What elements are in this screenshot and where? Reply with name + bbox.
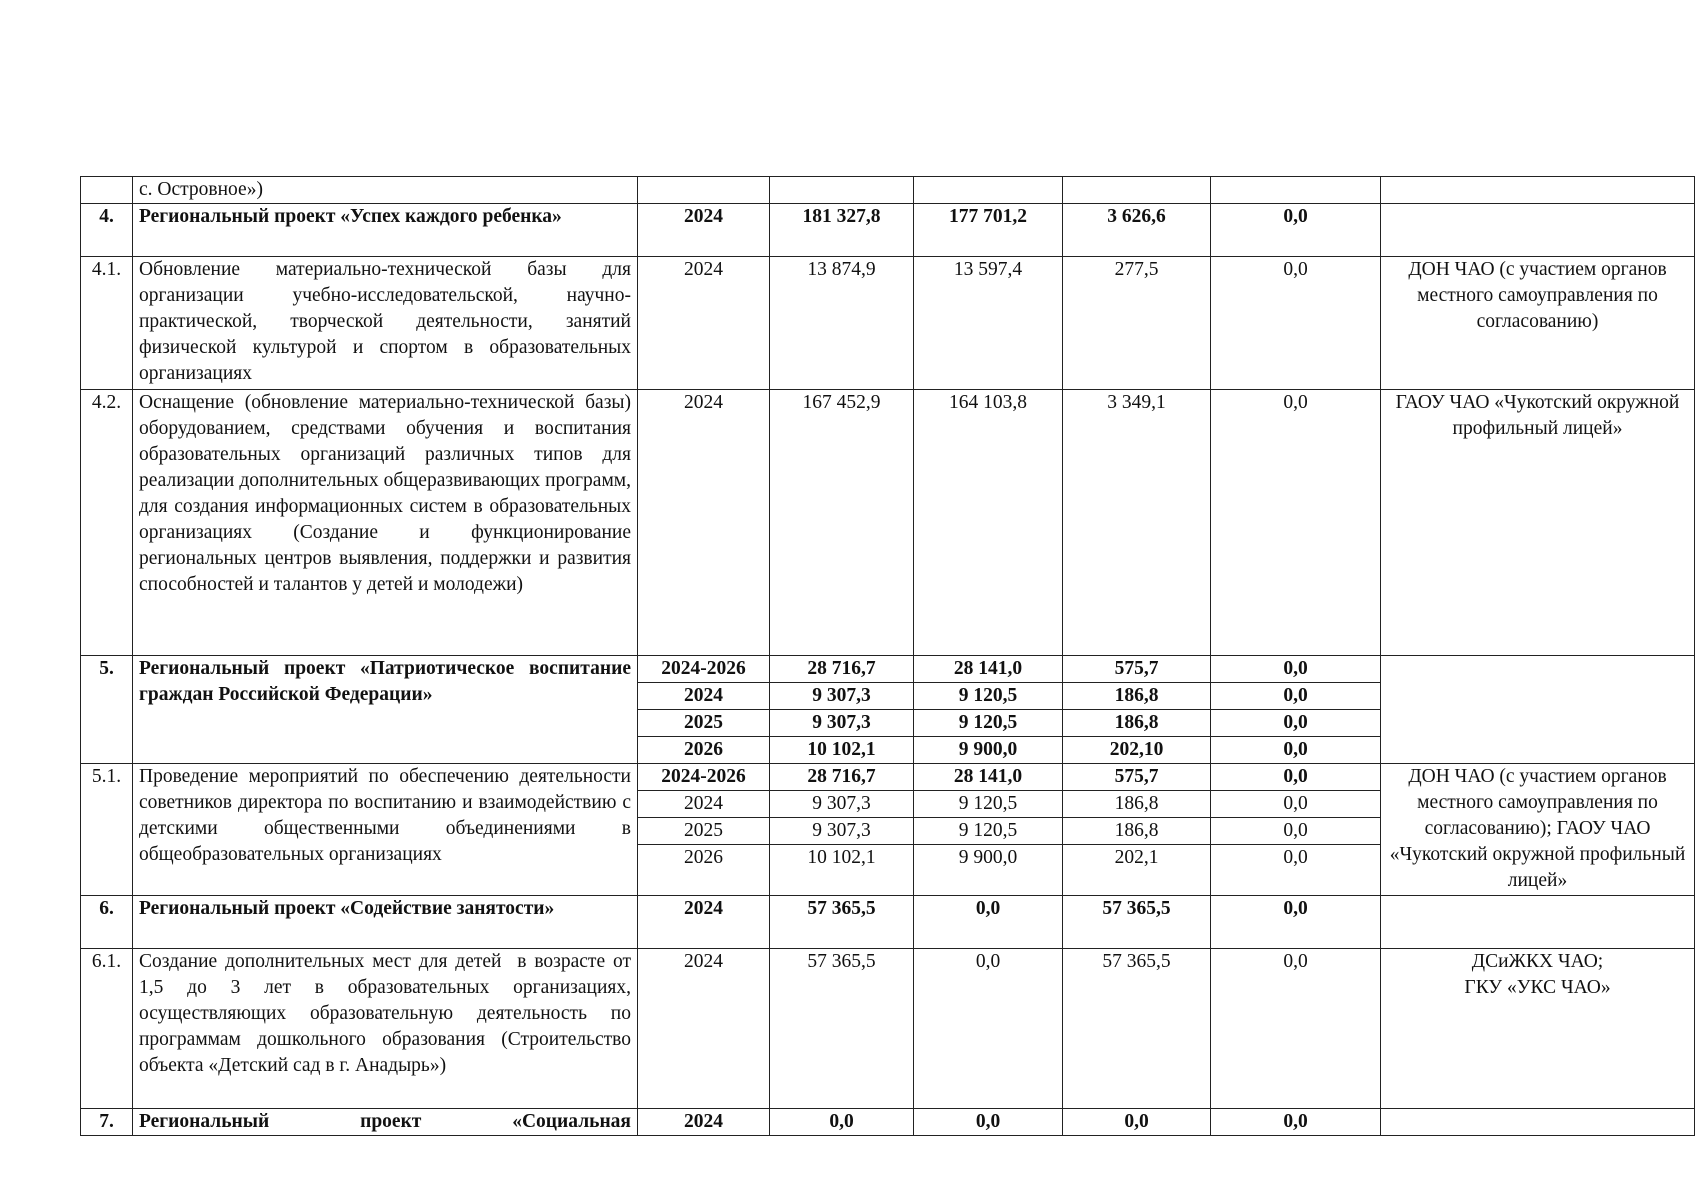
row-total: 28 716,7 [770,764,914,791]
row-total: 9 307,3 [770,818,914,845]
row-other: 0,0 [1211,949,1381,1109]
row-period [638,177,770,204]
row-other: 0,0 [1211,791,1381,818]
row-total: 9 307,3 [770,683,914,710]
row-responsible: ДСиЖКХ ЧАО; ГКУ «УКС ЧАО» [1381,949,1695,1109]
table-row [81,656,1695,683]
row-period: 2024 [638,896,770,949]
row-other: 0,0 [1211,764,1381,791]
row-period: 2024-2026 [638,764,770,791]
row-regional [1063,177,1211,204]
row-federal: 28 141,0 [914,656,1063,683]
row-period: 2024 [638,257,770,390]
row-description: Оснащение (обновление материально-технической базы) оборудованием, средствами обучения и воспитания образовательных организаций различных типов для реализации дополнительных общеразвивающих программ, для создания информационных систем в образовательных организациях (Создание и функционирование региональных центров выявления, поддержки и развития способностей и талантов у детей и молодежи) [133,390,638,656]
row-period: 2024 [638,683,770,710]
row-federal: 0,0 [914,896,1063,949]
row-total: 9 307,3 [770,710,914,737]
row-regional: 202,1 [1063,845,1211,896]
row-index: 4. [81,204,133,257]
row-other: 0,0 [1211,683,1381,710]
row-total: 181 327,8 [770,204,914,257]
row-federal: 9 120,5 [914,818,1063,845]
row-index: 5.1. [81,764,133,896]
table-row [81,177,1695,204]
table-row [81,764,1695,791]
row-federal: 0,0 [914,949,1063,1109]
row-total: 10 102,1 [770,845,914,896]
row-federal: 164 103,8 [914,390,1063,656]
row-total: 9 307,3 [770,791,914,818]
row-description: Проведение мероприятий по обеспечению деятельности советников директора по воспитанию и взаимодействию с детскими общественными объединениями в общеобразовательных организациях [133,764,638,896]
row-other: 0,0 [1211,656,1381,683]
row-index: 6.1. [81,949,133,1109]
row-other: 0,0 [1211,896,1381,949]
row-description: Региональный проект «Успех каждого ребенка» [133,204,638,257]
row-regional: 3 626,6 [1063,204,1211,257]
row-federal [914,177,1063,204]
row-total [770,177,914,204]
row-federal: 9 900,0 [914,737,1063,764]
row-description: Создание дополнительных мест для детей в возрасте от 1,5 до 3 лет в образовательных организациях, осуществляющих образовательную деятельность по программам дошкольного образования (Строительство объекта «Детский сад в г. Анадырь») [133,949,638,1109]
budget-table [80,176,1695,1136]
row-regional: 277,5 [1063,257,1211,390]
row-period: 2024 [638,390,770,656]
row-responsible [1381,177,1695,204]
row-regional: 575,7 [1063,656,1211,683]
row-period: 2024 [638,949,770,1109]
row-total: 57 365,5 [770,949,914,1109]
row-responsible: ДОН ЧАО (с участием органов местного самоуправления по согласованию); ГАОУ ЧАО «Чукотский окружной профильный лицей» [1381,764,1695,896]
table-row [81,896,1695,949]
row-total: 0,0 [770,1109,914,1136]
row-other: 0,0 [1211,390,1381,656]
row-responsible [1381,204,1695,257]
row-period: 2024 [638,1109,770,1136]
row-federal: 28 141,0 [914,764,1063,791]
row-federal: 9 120,5 [914,683,1063,710]
row-index: 6. [81,896,133,949]
row-index: 7. [81,1109,133,1136]
row-index [81,177,133,204]
row-index: 4.1. [81,257,133,390]
row-other: 0,0 [1211,257,1381,390]
row-total: 28 716,7 [770,656,914,683]
row-other: 0,0 [1211,818,1381,845]
row-period: 2025 [638,818,770,845]
row-responsible [1381,1109,1695,1136]
row-responsible: ДОН ЧАО (с участием органов местного самоуправления по согласованию) [1381,257,1695,390]
row-regional: 575,7 [1063,764,1211,791]
row-federal: 9 120,5 [914,791,1063,818]
row-total: 167 452,9 [770,390,914,656]
row-period: 2024-2026 [638,656,770,683]
row-regional: 3 349,1 [1063,390,1211,656]
row-period: 2024 [638,791,770,818]
row-total: 10 102,1 [770,737,914,764]
row-other: 0,0 [1211,737,1381,764]
row-regional: 0,0 [1063,1109,1211,1136]
row-period: 2024 [638,204,770,257]
row-other: 0,0 [1211,845,1381,896]
table-row [81,204,1695,257]
row-index: 5. [81,656,133,764]
table-row [81,257,1695,390]
table-row [81,1109,1695,1136]
row-regional: 57 365,5 [1063,896,1211,949]
row-period: 2026 [638,845,770,896]
row-regional: 186,8 [1063,683,1211,710]
row-description: с. Островное») [133,177,638,204]
row-regional: 202,10 [1063,737,1211,764]
row-responsible [1381,656,1695,764]
row-regional: 57 365,5 [1063,949,1211,1109]
row-federal: 9 120,5 [914,710,1063,737]
row-federal: 13 597,4 [914,257,1063,390]
row-index: 4.2. [81,390,133,656]
row-federal: 0,0 [914,1109,1063,1136]
row-other: 0,0 [1211,1109,1381,1136]
row-other: 0,0 [1211,204,1381,257]
row-description: Обновление материально-технической базы для организации учебно-исследовательской, научно-практической, творческой деятельности, занятий физической культурой и спортом в образовательных организациях [133,257,638,390]
row-period: 2026 [638,737,770,764]
row-description: Региональный проект «Социальная [133,1109,638,1136]
row-federal: 177 701,2 [914,204,1063,257]
row-regional: 186,8 [1063,710,1211,737]
row-other [1211,177,1381,204]
row-description: Региональный проект «Содействие занятости» [133,896,638,949]
row-period: 2025 [638,710,770,737]
row-federal: 9 900,0 [914,845,1063,896]
row-other: 0,0 [1211,710,1381,737]
row-responsible [1381,896,1695,949]
row-total: 13 874,9 [770,257,914,390]
row-regional: 186,8 [1063,791,1211,818]
row-responsible: ГАОУ ЧАО «Чукотский окружной профильный лицей» [1381,390,1695,656]
row-regional: 186,8 [1063,818,1211,845]
table-row [81,949,1695,1109]
row-total: 57 365,5 [770,896,914,949]
row-description: Региональный проект «Патриотическое воспитание граждан Российской Федерации» [133,656,638,764]
table-row [81,390,1695,656]
